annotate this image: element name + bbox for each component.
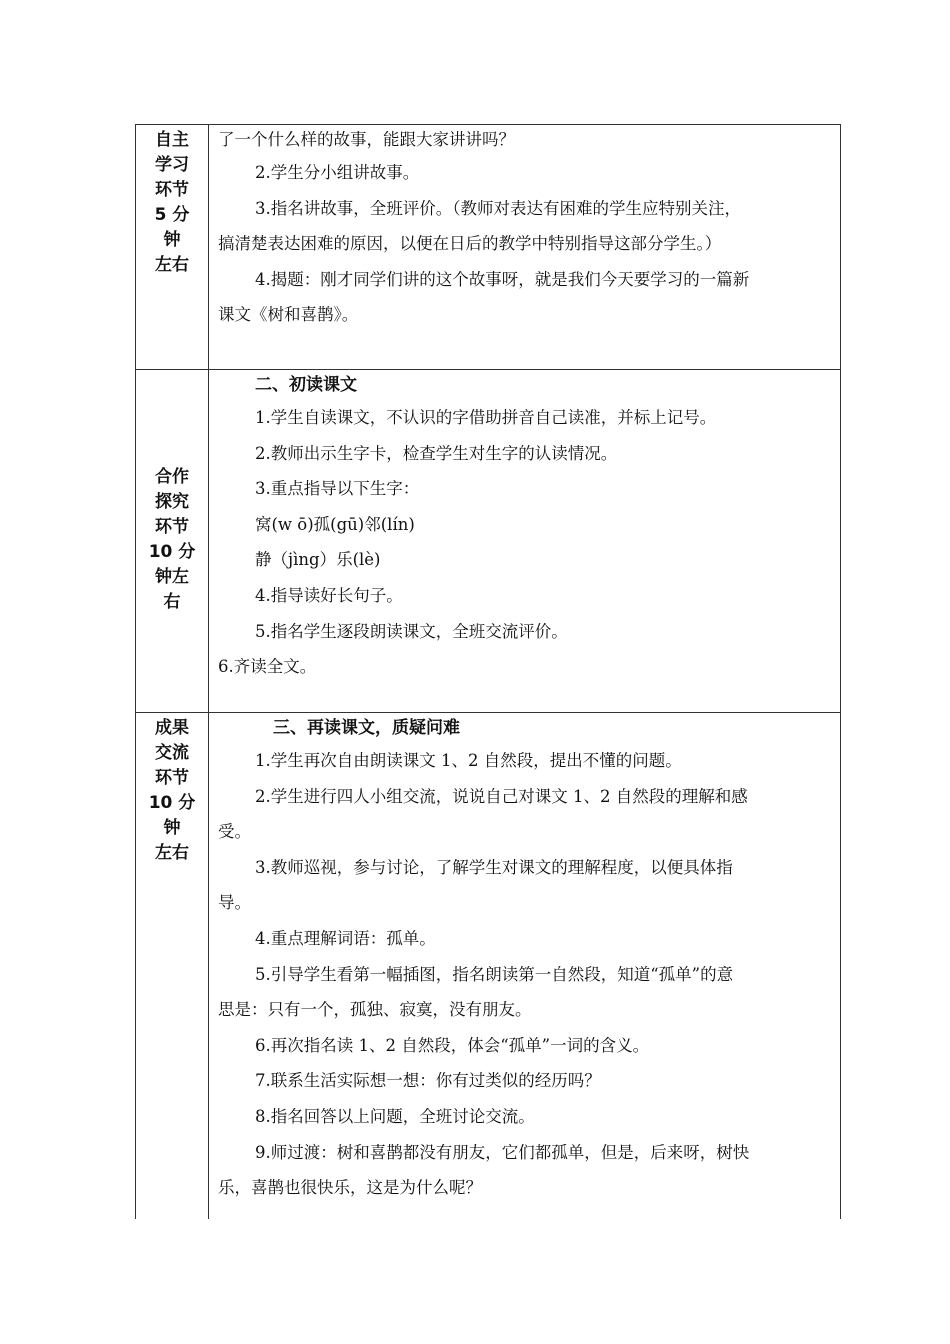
text-line: 受。: [218, 822, 251, 842]
content-cell: [209, 125, 841, 370]
text-line: 导。: [218, 893, 251, 913]
text-line: 6.再次指名读 1、2 自然段，体会“孤单”一词的含义。: [255, 1035, 650, 1055]
text-line: 1.学生再次自由朗读课文 1、2 自然段，提出不懂的问题。: [255, 751, 682, 770]
text-line: 3.重点指导以下生字：: [255, 479, 420, 499]
text-line: 课文《树和喜鹊》。: [218, 305, 359, 325]
stage-cell: [136, 713, 209, 1220]
text-line: 5.指名学生逐段朗读课文，全班交流评价。: [255, 621, 568, 641]
text-line: 7.联系生活实际想一想：你有过类似的经历吗？: [255, 1071, 601, 1091]
text-line: 4.重点理解词语：孤单。: [255, 928, 436, 948]
text-line: 1.学生自读课文，不认识的字借助拼音自己读准，并标上记号。: [255, 408, 717, 427]
text-line: 了一个什么样的故事，能跟大家讲讲吗？: [218, 130, 515, 149]
table-row: [136, 713, 841, 1220]
text-line: 思是：只有一个，孤独、寂寞，没有朋友。: [218, 1000, 532, 1020]
text-line: 搞清楚表达困难的原因，以便在日后的教学中特别指导这部分学生。）: [218, 234, 722, 254]
text-line: 5.引导学生看第一幅插图，指名朗读第一自然段，知道“孤单”的意: [255, 964, 734, 984]
text-line: 4.指导读好长句子。: [255, 585, 403, 605]
text-line: 静（jìng）乐(lè): [255, 550, 381, 570]
text-line: 4.揭题：刚才同学们讲的这个故事呀，就是我们今天要学习的一篇新: [255, 269, 750, 289]
text-line: 2.学生分小组讲故事。: [255, 163, 420, 182]
section-heading: 三、再读课文，质疑问难: [273, 718, 460, 738]
stage-label: 自主 学习 环节 5 分 钟 左右: [154, 130, 190, 275]
table-row: [136, 125, 841, 370]
text-line: 2.学生进行四人小组交流，说说自己对课文 1、2 自然段的理解和感: [255, 786, 748, 806]
lesson-plan-table: [135, 124, 841, 1219]
text-line: 窝(w ō)孤(gū)邻(lín): [255, 514, 415, 534]
stage-label: 成果 交流 环节 10 分 钟 左右: [148, 718, 196, 863]
section-heading: 二、初读课文: [255, 375, 357, 395]
text-line: 3.指名讲故事，全班评价。（教师对表达有困难的学生应特别关注，: [255, 198, 741, 218]
table-row: [136, 370, 841, 713]
text-line: 9.师过渡：树和喜鹊都没有朋友，它们都孤单，但是，后来呀，树快: [255, 1142, 750, 1162]
text-line: 6.齐读全文。: [218, 657, 317, 677]
text-line: 乐，喜鹊也很快乐，这是为什么呢？: [218, 1178, 482, 1198]
text-line: 8.指名回答以上问题，全班讨论交流。: [255, 1106, 535, 1126]
text-line: 2.教师出示生字卡，检查学生对生字的认读情况。: [255, 443, 618, 463]
content-cell: [209, 713, 841, 1220]
stage-cell: [136, 370, 209, 713]
stage-label: 合作 探究 环节 10 分 钟左 右: [148, 467, 196, 612]
content-cell: [209, 370, 841, 713]
text-line: 3.教师巡视，参与讨论，了解学生对课文的理解程度，以便具体指: [255, 857, 733, 877]
stage-cell: [136, 125, 209, 370]
